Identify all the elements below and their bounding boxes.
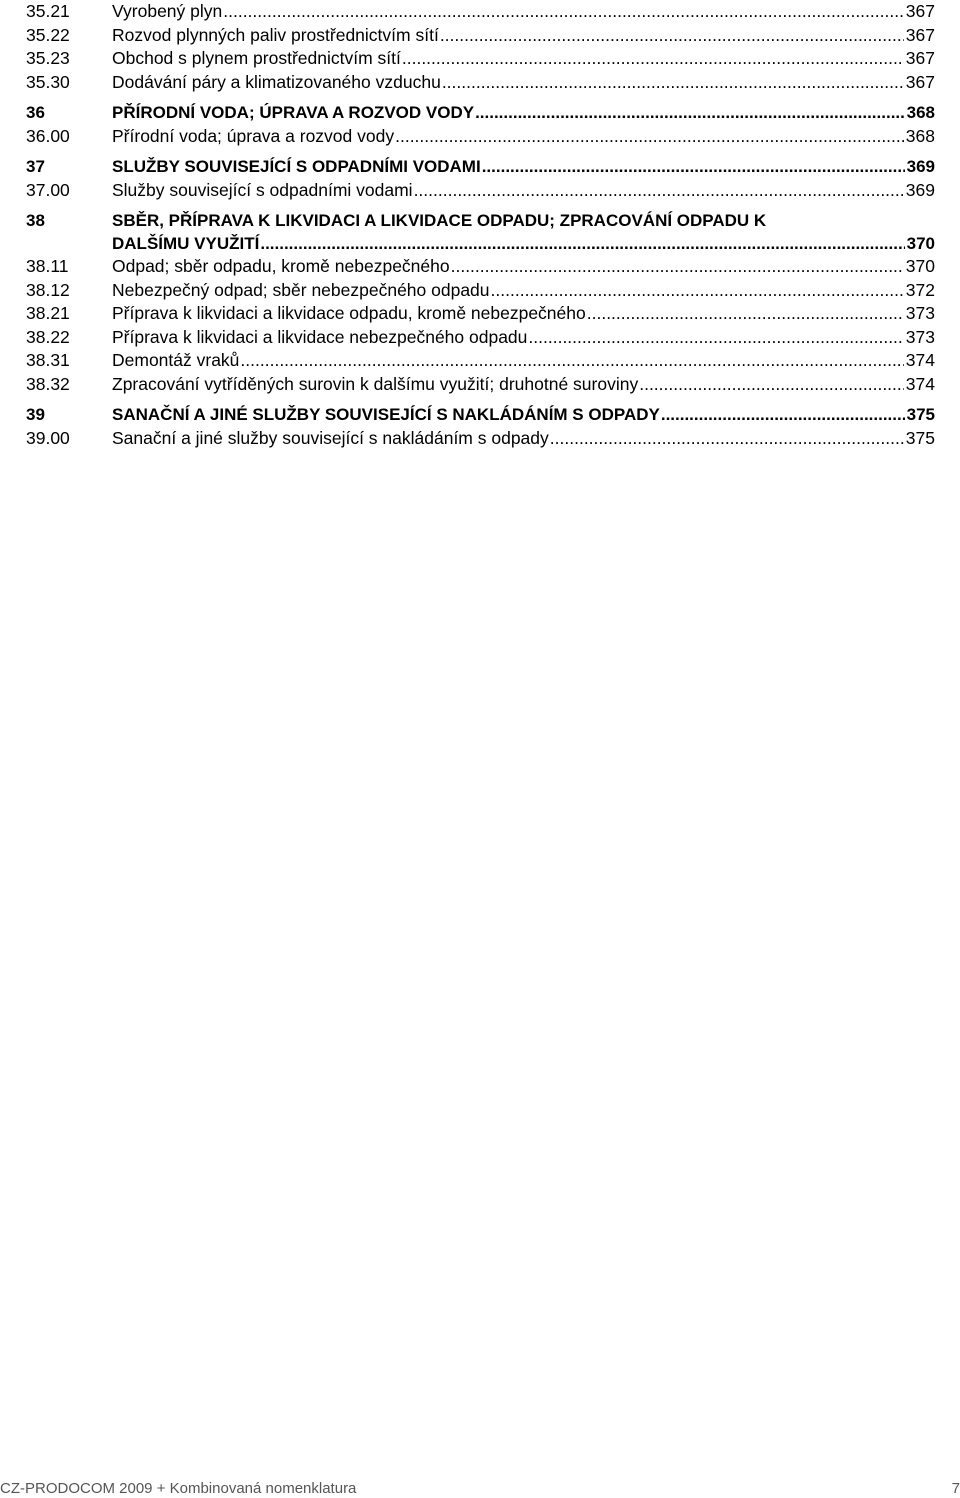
toc-section-page: 369 [906, 157, 935, 176]
toc-entry-number: 39.00 [26, 427, 70, 448]
toc-section-title: SANAČNÍ A JINÉ SLUŽBY SOUVISEJÍCÍ S NAKLÁDÁNÍM S ODPADY [112, 405, 660, 424]
toc-section-page: 375 [906, 405, 935, 424]
dot-leader [639, 373, 904, 397]
toc-entry-page: 373 [905, 326, 935, 347]
dot-leader [587, 302, 904, 326]
toc-entry-title: Dodávání páry a klimatizovaného vzduchu [112, 71, 441, 92]
dot-leader [475, 101, 905, 125]
dot-leader [442, 71, 904, 95]
toc-section-heading[interactable] [26, 403, 935, 427]
toc-entry-number: 37.00 [26, 179, 70, 200]
toc-entry-title: Přírodní voda; úprava a rozvod vody [112, 125, 395, 146]
toc-section-heading[interactable] [26, 101, 935, 125]
toc-section-heading[interactable] [26, 155, 935, 179]
toc-entry-number: 36.00 [26, 125, 70, 146]
toc-entry-page: 374 [905, 350, 935, 370]
toc-entry[interactable] [26, 0, 935, 24]
toc-entry-title: Sanační a jiné služby související s nakládáním s odpady [112, 427, 549, 448]
toc-entry-title: Demontáž vraků [112, 350, 240, 370]
dot-leader [451, 255, 904, 279]
toc-section-number: 37 [26, 157, 45, 176]
toc-entry-title: Nebezpečný odpad; sběr nebezpečného odpadu [112, 279, 490, 300]
toc-entry-title: Odpad; sběr odpadu, kromě nebezpečného [112, 256, 450, 276]
dot-leader [491, 279, 904, 303]
dot-leader [482, 155, 905, 179]
toc-entry[interactable] [26, 255, 935, 279]
toc-entry-number: 35.22 [26, 24, 70, 45]
toc-entry-page: 367 [905, 71, 935, 92]
footer-document-title: CZ-PRODOCOM 2009 + Kombinovaná nomenklatura [0, 1480, 357, 1497]
page-footer [0, 1480, 960, 1498]
toc-entry-number: 38.12 [26, 279, 70, 300]
toc-entry-title: Vyrobený plyn [112, 1, 223, 21]
toc-entry-number: 35.23 [26, 48, 70, 68]
toc-section-number: 36 [26, 103, 45, 122]
toc-entry[interactable] [26, 125, 935, 149]
toc-entry[interactable] [26, 279, 935, 303]
toc-entry-page: 367 [905, 24, 935, 45]
toc-entry-page: 373 [905, 303, 935, 323]
toc-entry-number: 38.31 [26, 350, 70, 370]
toc-section-title-line2: DALŠÍMU VYUŽITÍ [112, 234, 260, 253]
toc-section-number: 39 [26, 405, 45, 424]
footer-page-number: 7 [951, 1480, 960, 1497]
dot-leader [223, 0, 904, 24]
toc-entry-page: 374 [905, 373, 935, 394]
toc-section-title: PŘÍRODNÍ VODA; ÚPRAVA A ROZVOD VODY [112, 103, 475, 122]
toc-entry-number: 35.21 [26, 1, 70, 21]
toc-entry-page: 367 [905, 48, 935, 68]
toc-entry[interactable] [26, 47, 935, 71]
toc-entry[interactable] [26, 349, 935, 373]
toc-entry[interactable] [26, 179, 935, 203]
toc-entry-title: Obchod s plynem prostřednictvím sítí [112, 48, 401, 68]
dot-leader [240, 349, 903, 373]
toc-entry-title: Rozvod plynných paliv prostřednictvím sítí [112, 24, 439, 45]
toc-section-title-line1: SBĚR, PŘÍPRAVA K LIKVIDACI A LIKVIDACE ODPADU; ZPRACOVÁNÍ ODPADU K [112, 211, 767, 230]
toc-entry-title: Služby související s odpadními vodami [112, 179, 413, 200]
toc-entry-page: 369 [905, 179, 935, 200]
toc-entry-number: 35.30 [26, 71, 70, 92]
toc-entry-number: 38.11 [26, 256, 69, 276]
toc-entry[interactable] [26, 326, 935, 350]
toc-section-page: 370 [906, 234, 935, 253]
toc-entry-page: 370 [905, 256, 935, 276]
toc-entry-title: Zpracování vytříděných surovin k dalšímu využití; druhotné suroviny [112, 373, 639, 394]
dot-leader [550, 427, 904, 451]
toc-entry-page: 368 [905, 125, 935, 146]
dot-leader [440, 24, 904, 48]
toc-section-number: 38 [26, 211, 45, 230]
dot-leader [402, 47, 904, 71]
toc-entry[interactable] [26, 71, 935, 95]
toc-entry-title: Příprava k likvidaci a likvidace odpadu, kromě nebezpečného [112, 303, 586, 323]
toc-entry-number: 38.22 [26, 326, 70, 347]
toc-section-page: 368 [906, 103, 935, 122]
toc-entry-page: 372 [905, 279, 935, 300]
toc-entry-page: 375 [905, 427, 935, 448]
toc-entry[interactable] [26, 302, 935, 326]
toc-entry-number: 38.21 [26, 303, 70, 323]
toc-entry[interactable] [26, 427, 935, 451]
toc-entry[interactable] [26, 373, 935, 397]
dot-leader [395, 125, 904, 149]
dot-leader [260, 232, 904, 255]
toc-entry[interactable] [26, 24, 935, 48]
dot-leader [661, 403, 905, 427]
toc-entry-title: Příprava k likvidaci a likvidace nebezpečného odpadu [112, 326, 528, 347]
table-of-contents [26, 0, 935, 450]
toc-entry-number: 38.32 [26, 373, 70, 394]
dot-leader [528, 326, 903, 350]
toc-section-title: SLUŽBY SOUVISEJÍCÍ S ODPADNÍMI VODAMI [112, 157, 481, 176]
toc-entry-page: 367 [905, 1, 935, 21]
toc-section-heading[interactable] [26, 209, 935, 255]
dot-leader [414, 179, 904, 203]
